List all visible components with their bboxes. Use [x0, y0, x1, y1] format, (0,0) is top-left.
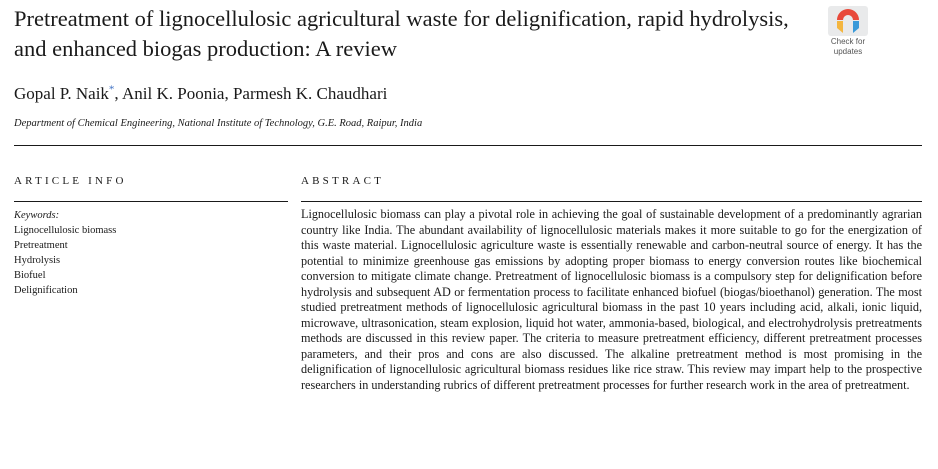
- keyword-item: Pretreatment: [14, 240, 68, 251]
- coauthor-names: , Anil K. Poonia, Parmesh K. Chaudhari: [114, 84, 388, 103]
- keyword-item: Hydrolysis: [14, 255, 61, 266]
- header-divider: [14, 145, 922, 146]
- keyword-item: Lignocellulosic biomass: [14, 225, 117, 236]
- crossmark-label-line2: updates: [833, 47, 863, 56]
- abstract-divider: [301, 201, 922, 202]
- affiliation: Department of Chemical Engineering, National Institute of Technology, G.E. Road, Raipur, India: [14, 118, 423, 129]
- crossmark-icon: [828, 6, 868, 36]
- keywords-label: Keywords:: [14, 210, 60, 221]
- author-list: [14, 83, 387, 105]
- article-title: Pretreatment of lignocellulosic agricultural waste for delignification, rapid hydrolysis, and enhanced biogas production: A review: [14, 6, 789, 61]
- crossmark-label-line1: Check for: [830, 37, 866, 46]
- keyword-item: Delignification: [14, 285, 78, 296]
- abstract-heading: ABSTRACT: [301, 175, 385, 187]
- keyword-item: Biofuel: [14, 270, 46, 281]
- author-name[interactable]: Gopal P. Naik: [14, 84, 109, 103]
- abstract-body: Lignocellulosic biomass can play a pivotal role in achieving the goal of sustainable development of a predominantly agrarian country like India. The abundant availability of lignocellulosic materials makes it more suitable to go for the energization of this waste material. Lignocellulosic agriculture waste is essentially renewable and carbon-neutral source of energy. It has the potential to minimize greenhouse gas emissions by adopting proper biomass to energy conversion routes like biochemical conversion to mitigate climate change. Pretreatment of lignocellulosic biomass is a compulsory step for delignification before hydrolysis and subsequent AD or fermentation process to facilitate enhanced biofuel (biogas/bioethanol) generation. The most studied pretreatment methods of lignocellulosic agricultural biomass in the past 10 years including acid, alkali, ionic liquid, microwave, ultrasonication, steam explosion, liquid hot water, ammonia-based, biological, and electrohydrolysis pretreatments methods are discussed in this review paper. The criteria to measure pretreatment efficiency, different pretreatment processes parameters, and their pros and cons are also discussed. The alkaline pretreatment method is most promising in the delignification of lignocellulosic agricultural biomass residues like rice straw. This review may impart help to the prospective researchers in understanding rubrics of different pretreatment processes for further research work in the area of pretreatment.: [301, 207, 922, 392]
- corresponding-author-mark[interactable]: *: [108, 83, 115, 96]
- check-for-updates-badge[interactable]: [823, 6, 873, 58]
- keywords-block: [14, 208, 116, 298]
- keyword-list: [14, 223, 116, 298]
- article-info-divider: [14, 201, 288, 202]
- article-info-heading: ARTICLE INFO: [14, 175, 127, 187]
